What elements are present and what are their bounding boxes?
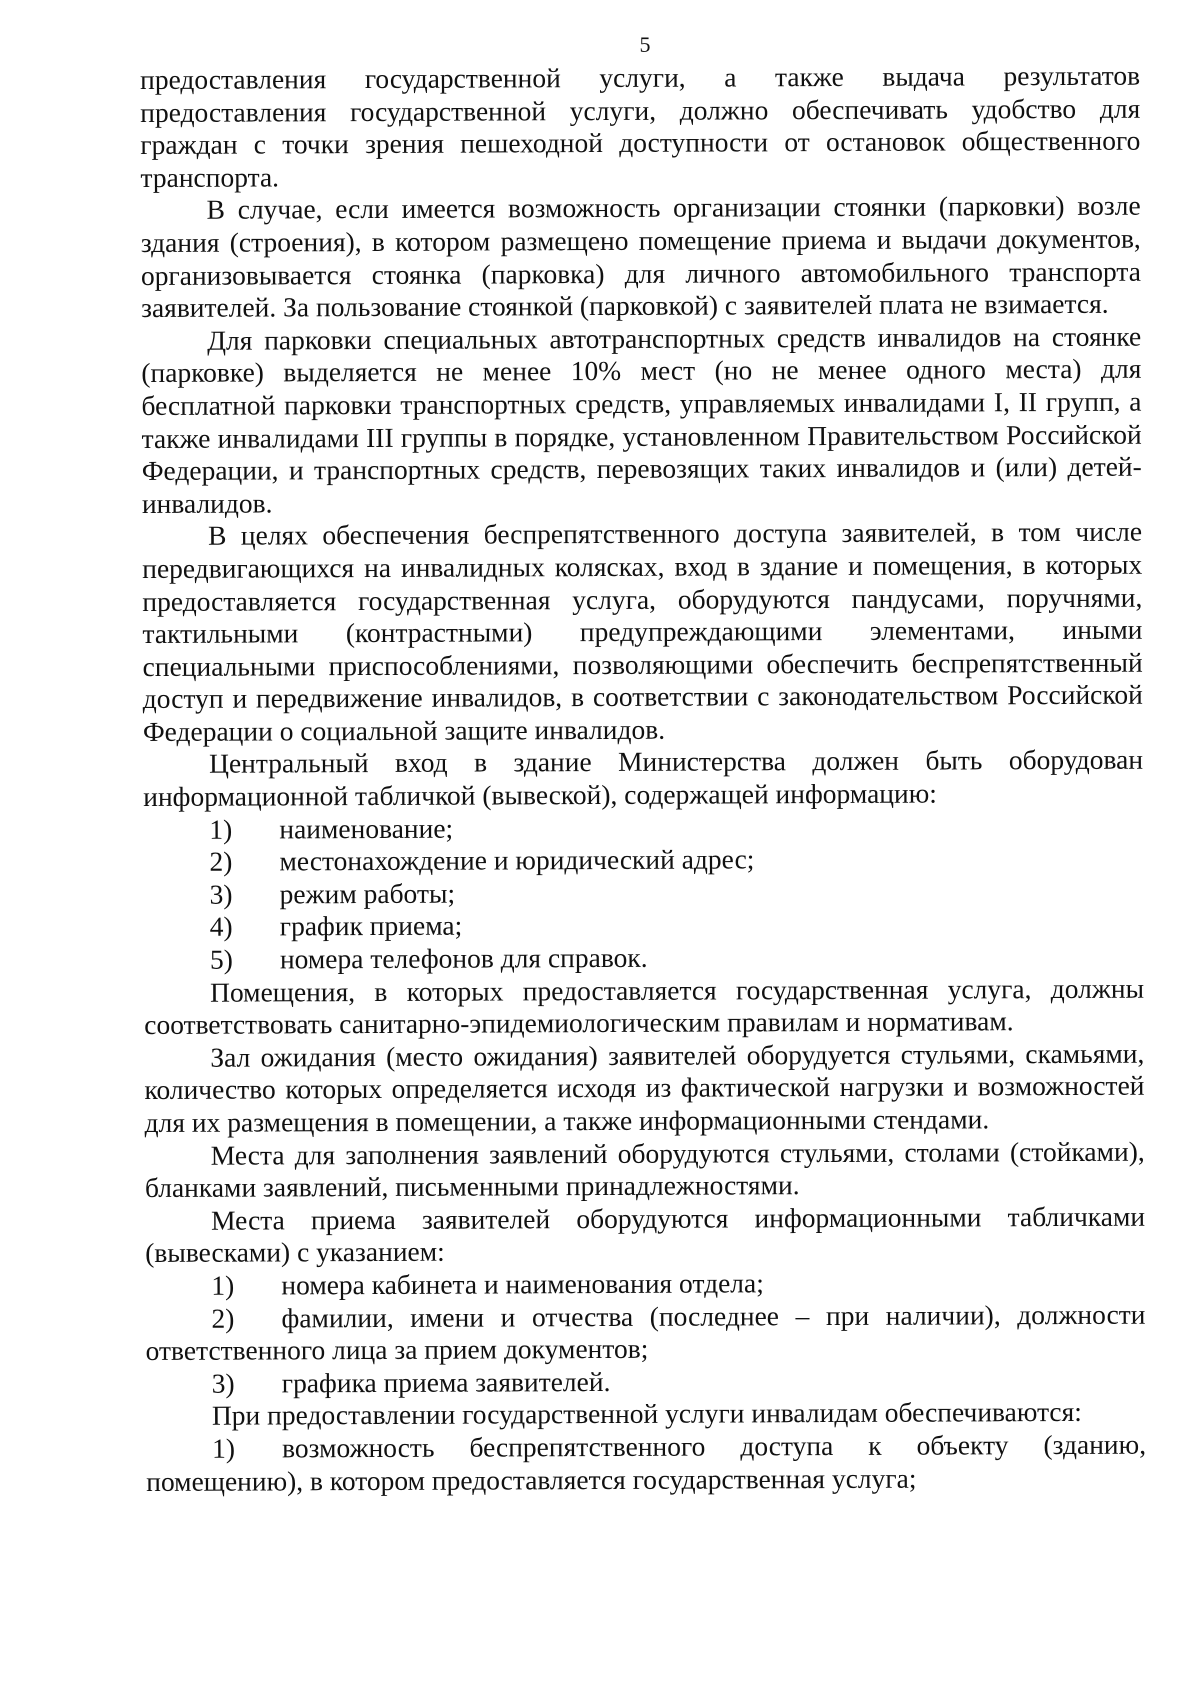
list-item-number: 5)	[209, 943, 233, 975]
paragraph: В целях обеспечения беспрепятственного доступа заявителей, в том числе передвигающихся на инвалидных колясках, вход в здание и помещения, в которых предоставляется государственная услуга, оборудуются пандусами, поручнями, тактильными (контрастными) предупреждающими элементами, иными специальными приспособлениями, позволяющими обеспечить беспрепятственный доступ и передвижение инвалидов, в соответствии с законодательством Российской Федерации о социальной защите инвалидов.	[142, 515, 1143, 747]
paragraph: Места приема заявителей оборудуются информационными табличками (вывесками) с указанием:	[145, 1200, 1146, 1269]
list-item	[143, 842, 1143, 879]
list-item	[146, 1363, 1146, 1400]
list-item-number: 2)	[211, 1302, 235, 1334]
paragraph: предоставления государственной услуги, а также выдача результатов предоставления государственной услуги, должно обеспечивать удобство для граждан с точки зрения пешеходной доступности от остановок общественного транспорта.	[140, 59, 1141, 193]
list-item	[146, 1429, 1146, 1499]
list-item-text: график приема;	[279, 910, 463, 942]
list-item-text: графика приема заявителей.	[281, 1365, 611, 1399]
list-item-number: 1)	[211, 1269, 235, 1301]
paragraph: Места для заполнения заявлений оборудуются стульями, столами (стойками), бланками заявлений, письменными принадлежностями.	[144, 1135, 1145, 1204]
list-item-number: 2)	[209, 845, 233, 877]
list-item-text: номера телефонов для справок.	[279, 941, 648, 975]
paragraph: Помещения, в которых предоставляется государственная услуга, должны соответствовать санитарно-эпидемиологическим правилам и нормативам.	[144, 972, 1145, 1041]
list-item	[145, 1298, 1145, 1368]
paragraph: Центральный вход в здание Министерства должен быть оборудован информационной табличкой (вывеской), содержащей информацию:	[143, 744, 1144, 813]
list-item-text: возможность беспрепятственного доступа к объекту (зданию, помещению), в котором предоставляется государственная услуга;	[146, 1428, 1147, 1497]
document-body	[140, 60, 1146, 1498]
list-item-text: номера кабинета и наименования отдела;	[281, 1267, 764, 1301]
list-item	[145, 1266, 1145, 1303]
list-item-text: режим работы;	[279, 877, 456, 910]
list-item-number: 1)	[209, 813, 233, 845]
list-item	[143, 809, 1143, 846]
page-number: 5	[639, 32, 651, 57]
list-item-number: 4)	[209, 911, 233, 943]
list-item-text: фамилии, имени и отчества (последнее – при наличии), должности ответственного лица за прием документов;	[145, 1298, 1146, 1367]
list-item-number: 3)	[211, 1367, 235, 1399]
list-item-number: 3)	[209, 878, 233, 910]
paragraph: Для парковки специальных автотранспортных средств инвалидов на стоянке (парковке) выделяется не менее 10% мест (но не менее одного места) для бесплатной парковки транспортных средств, управляемых инвалидами I, II групп, а также инвалидами III группы в порядке, установленном Правительством Российской Федерации, и транспортных средств, перевозящих таких инвалидов и (или) детей-инвалидов.	[141, 320, 1142, 519]
paragraph: В случае, если имеется возможность организации стоянки (парковки) возле здания (строения), в котором размещено помещение приема и выдачи документов, организовывается стоянка (парковка) для личного автомобильного транспорта заявителей. За пользование стоянкой (парковкой) с заявителей плата не взимается.	[140, 190, 1141, 324]
list-item-number: 1)	[211, 1432, 236, 1464]
list-item-text: наименование;	[279, 812, 454, 845]
paragraph: При предоставлении государственной услуги инвалидам обеспечиваются:	[211, 1396, 1082, 1432]
list-item-text: местонахождение и юридический адрес;	[279, 843, 755, 877]
list-item	[144, 874, 1144, 911]
list-item	[144, 907, 1144, 944]
list-item	[144, 940, 1144, 977]
paragraph: Зал ожидания (место ожидания) заявителей оборудуется стульями, скамьями, количество которых определяется исходя из фактической нагрузки и возможностей для их размещения в помещении, а также информационными стендами.	[144, 1037, 1145, 1138]
